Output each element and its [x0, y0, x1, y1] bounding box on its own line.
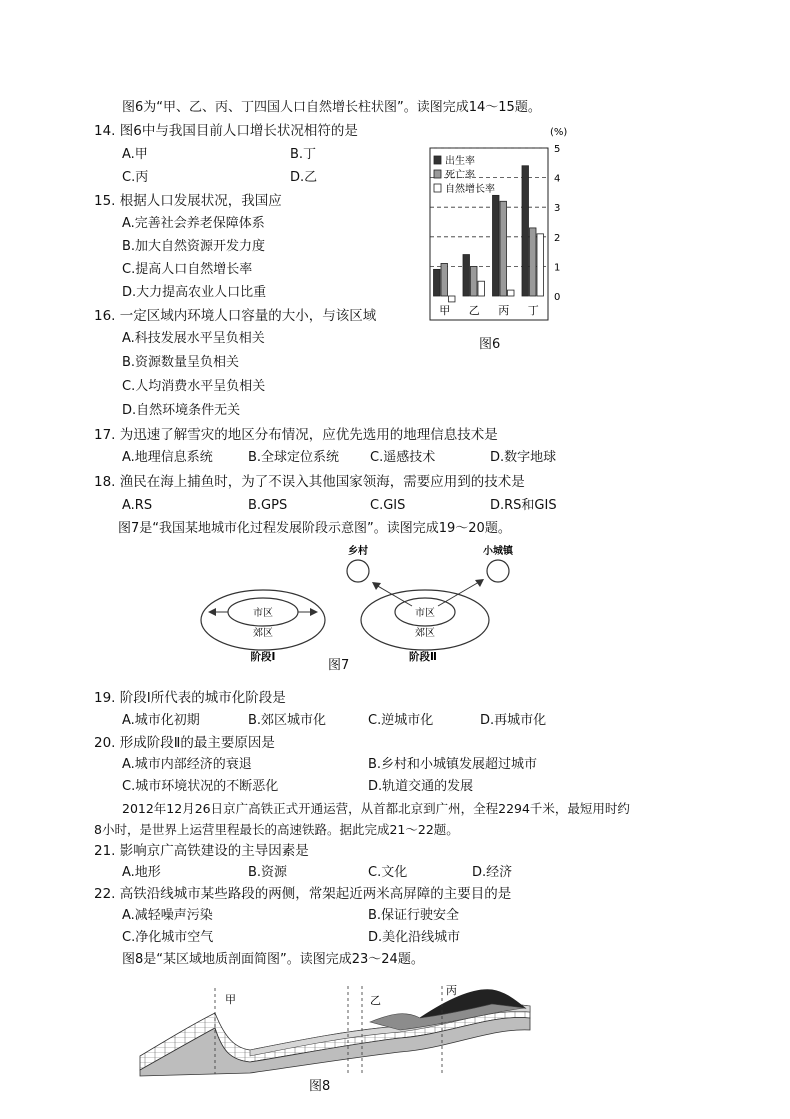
intro-q21-line2: 8小时，是世界上运营里程最长的高速铁路。据此完成21～22题。: [94, 822, 459, 837]
stage2-label: 阶段Ⅱ: [409, 651, 437, 663]
q20-stem: 20. 形成阶段Ⅱ的最主要原因是: [94, 735, 275, 751]
q14-stem: 14. 图6中与我国目前人口增长状况相符的是: [94, 123, 358, 139]
q20-option-d[interactable]: D.轨道交通的发展: [368, 779, 474, 794]
q22-option-b[interactable]: B.保证行驶安全: [368, 908, 460, 923]
stage2-suburb-label: 郊区: [415, 628, 435, 639]
y-tick-label: 5: [554, 144, 561, 155]
q20-option-a[interactable]: A.城市内部经济的衰退: [122, 757, 252, 772]
bar-birth-1: [463, 255, 470, 296]
legend-swatch: [434, 184, 441, 192]
bar-death-0: [441, 263, 448, 296]
q14-option-d[interactable]: D.乙: [290, 170, 318, 185]
q18-option-c[interactable]: C.GIS: [370, 498, 406, 513]
intro-fig7: 图7是“我国某地城市化过程发展阶段示意图”。读图完成19～20题。: [118, 521, 511, 536]
q15-option-b[interactable]: B.加大自然资源开发力度: [122, 239, 266, 254]
q17-option-b[interactable]: B.全球定位系统: [248, 450, 340, 465]
q17-stem: 17. 为迅速了解雪灾的地区分布情况，应优先选用的地理信息技术是: [94, 427, 498, 443]
village-label: 乡村: [348, 546, 368, 557]
q18-stem: 18. 渔民在海上捕鱼时，为了不误入其他国家领海，需要应用到的技术是: [94, 474, 525, 490]
fig8-geologic-profile: [130, 978, 560, 1078]
stage1-label: 阶段Ⅰ: [250, 651, 276, 663]
bar-birth-3: [522, 166, 529, 296]
bar-birth-2: [493, 195, 500, 296]
label-bing: 丙: [446, 984, 457, 997]
bar-growth-2: [508, 290, 515, 296]
q18-option-a[interactable]: A.RS: [122, 498, 153, 513]
stage1-city-label: 市区: [253, 608, 273, 619]
arrow-to-town: [438, 582, 479, 606]
y-tick-label: 1: [554, 262, 561, 274]
q20-option-c[interactable]: C.城市环境状况的不断恶化: [122, 779, 279, 794]
q15-option-c[interactable]: C.提高人口自然增长率: [122, 262, 253, 277]
legend-label: 死亡率: [445, 170, 475, 181]
y-tick-label: 3: [554, 203, 561, 215]
bar-death-2: [500, 201, 507, 296]
fig6-caption: 图6: [479, 337, 501, 352]
fig7-caption: 图7: [328, 658, 350, 673]
q17-option-d[interactable]: D.数字地球: [490, 450, 557, 465]
y-tick-label: 4: [554, 173, 561, 185]
q22-option-a[interactable]: A.减轻噪声污染: [122, 908, 213, 923]
q14-option-c[interactable]: C.丙: [122, 170, 149, 185]
bar-birth-0: [434, 269, 441, 296]
q18-option-b[interactable]: B.GPS: [248, 498, 288, 513]
q17-option-a[interactable]: A.地理信息系统: [122, 450, 213, 465]
stage2-suburb-ring: [361, 590, 489, 650]
q21-option-b[interactable]: B.资源: [248, 865, 288, 880]
legend-swatch: [434, 156, 441, 164]
x-tick-label: 丁: [527, 304, 539, 317]
q21-stem: 21. 影响京广高铁建设的主导因素是: [94, 843, 309, 859]
q22-option-c[interactable]: C.净化城市空气: [122, 930, 214, 945]
q16-option-d[interactable]: D.自然环境条件无关: [122, 403, 241, 418]
bar-death-1: [471, 266, 478, 296]
y-tick-label: 0: [554, 292, 561, 303]
x-tick-label: 乙: [468, 304, 480, 317]
stage1-suburb-label: 郊区: [253, 628, 273, 639]
q21-option-a[interactable]: A.地形: [122, 865, 161, 880]
q15-stem: 15. 根据人口发展状况，我国应: [94, 193, 282, 209]
q15-option-d[interactable]: D.大力提高农业人口比重: [122, 285, 267, 300]
stage2-city-label: 市区: [415, 608, 435, 619]
stage1-suburb-ring: [201, 590, 325, 650]
q19-option-a[interactable]: A.城市化初期: [122, 713, 200, 728]
q15-option-a[interactable]: A.完善社会养老保障体系: [122, 216, 265, 231]
bar-growth-3: [537, 234, 544, 296]
town-circle: [487, 560, 509, 582]
label-jia: 甲: [225, 993, 236, 1006]
bar-growth-0: [449, 296, 456, 302]
intro-q21-line1: 2012年12月26日京广高铁正式开通运营，从首都北京到广州，全程2294千米，最短用时约: [122, 801, 630, 816]
intro-fig8: 图8是“某区域地质剖面简图”。读图完成23～24题。: [122, 952, 424, 967]
q17-option-c[interactable]: C.遥感技术: [370, 450, 436, 465]
q22-option-d[interactable]: D.美化沿线城市: [368, 930, 461, 945]
q20-option-b[interactable]: B.乡村和小城镇发展超过城市: [368, 757, 538, 772]
intro-fig6: 图6为“甲、乙、丙、丁四国人口自然增长柱状图”。读图完成14～15题。: [122, 100, 541, 115]
fig8-caption: 图8: [309, 1079, 331, 1094]
q22-stem: 22. 高铁沿线城市某些路段的两侧，常架起近两米高屏障的主要目的是: [94, 886, 512, 902]
q14-option-b[interactable]: B.丁: [290, 147, 317, 162]
fig6-bar-chart: [420, 120, 580, 350]
x-tick-label: 甲: [439, 304, 451, 317]
q19-option-b[interactable]: B.郊区城市化: [248, 713, 327, 728]
legend-label: 自然增长率: [445, 184, 495, 195]
x-tick-label: 丙: [498, 304, 510, 317]
q19-option-d[interactable]: D.再城市化: [480, 713, 547, 728]
q16-stem: 16. 一定区域内环境人口容量的大小，与该区域: [94, 308, 377, 324]
q19-stem: 19. 阶段Ⅰ所代表的城市化阶段是: [94, 690, 286, 706]
legend-swatch: [434, 170, 441, 178]
y-unit-label: (%): [550, 127, 568, 138]
arrow-to-village: [376, 585, 412, 606]
q21-option-d[interactable]: D.经济: [472, 865, 513, 880]
q16-option-b[interactable]: B.资源数量呈负相关: [122, 355, 240, 370]
label-yi: 乙: [370, 994, 381, 1007]
q19-option-c[interactable]: C.逆城市化: [368, 713, 434, 728]
q16-option-a[interactable]: A.科技发展水平呈负相关: [122, 331, 265, 346]
q14-option-a[interactable]: A.甲: [122, 147, 148, 162]
town-label: 小城镇: [483, 546, 513, 557]
y-tick-label: 2: [554, 232, 561, 244]
q21-option-c[interactable]: C.文化: [368, 865, 408, 880]
village-circle: [347, 560, 369, 582]
q18-option-d[interactable]: D.RS和GIS: [490, 498, 557, 513]
q16-option-c[interactable]: C.人均消费水平呈负相关: [122, 379, 266, 394]
fig7-urbanization-diagram: [195, 542, 555, 670]
bar-death-3: [530, 228, 537, 296]
legend-label: 出生率: [445, 156, 475, 167]
bar-growth-1: [478, 281, 485, 296]
